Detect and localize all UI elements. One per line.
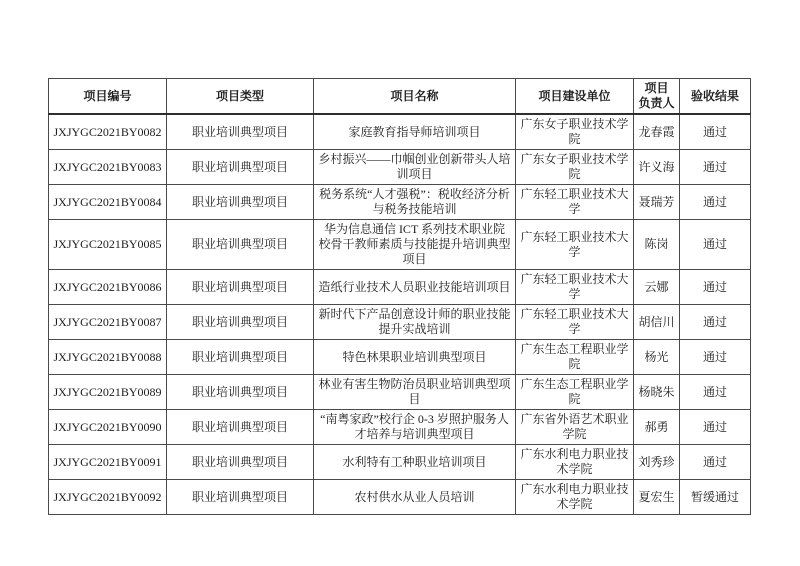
cell-type: 职业培训典型项目 xyxy=(167,445,314,480)
cell-result: 通过 xyxy=(680,114,751,150)
cell-org: 广东水利电力职业技术学院 xyxy=(516,480,634,515)
column-header-org: 项目建设单位 xyxy=(516,79,634,115)
table-body xyxy=(49,114,751,515)
cell-id: JXJYGC2021BY0091 xyxy=(49,445,167,480)
cell-leader: 聂瑞芳 xyxy=(634,185,680,220)
cell-type: 职业培训典型项目 xyxy=(167,480,314,515)
cell-id: JXJYGC2021BY0087 xyxy=(49,305,167,340)
cell-org: 广东轻工职业技术大学 xyxy=(516,305,634,340)
cell-id: JXJYGC2021BY0082 xyxy=(49,114,167,150)
cell-type: 职业培训典型项目 xyxy=(167,375,314,410)
table-row xyxy=(49,305,751,340)
cell-result: 通过 xyxy=(680,270,751,305)
cell-id: JXJYGC2021BY0089 xyxy=(49,375,167,410)
column-header-leader: 项目 负责人 xyxy=(634,79,680,115)
cell-leader: 龙春霞 xyxy=(634,114,680,150)
cell-leader: 杨晓朱 xyxy=(634,375,680,410)
table-row xyxy=(49,185,751,220)
table-row xyxy=(49,114,751,150)
cell-leader: 许义海 xyxy=(634,150,680,185)
cell-org: 广东轻工职业技术大学 xyxy=(516,220,634,270)
cell-org: 广东女子职业技术学院 xyxy=(516,114,634,150)
cell-name: 家庭教育指导师培训项目 xyxy=(314,114,516,150)
cell-id: JXJYGC2021BY0085 xyxy=(49,220,167,270)
cell-type: 职业培训典型项目 xyxy=(167,185,314,220)
table-row xyxy=(49,340,751,375)
cell-name: 新时代下产品创意设计师的职业技能提升实战培训 xyxy=(314,305,516,340)
cell-org: 广东轻工职业技术大学 xyxy=(516,270,634,305)
table-row xyxy=(49,270,751,305)
cell-result: 通过 xyxy=(680,375,751,410)
cell-type: 职业培训典型项目 xyxy=(167,410,314,445)
cell-type: 职业培训典型项目 xyxy=(167,150,314,185)
table-row xyxy=(49,375,751,410)
cell-id: JXJYGC2021BY0084 xyxy=(49,185,167,220)
cell-name: 乡村振兴——巾帼创业创新带头人培训项目 xyxy=(314,150,516,185)
cell-id: JXJYGC2021BY0090 xyxy=(49,410,167,445)
table-header xyxy=(49,79,751,115)
cell-result: 通过 xyxy=(680,410,751,445)
cell-name: 特色林果职业培训典型项目 xyxy=(314,340,516,375)
cell-org: 广东生态工程职业学院 xyxy=(516,375,634,410)
cell-result: 通过 xyxy=(680,445,751,480)
cell-type: 职业培训典型项目 xyxy=(167,270,314,305)
cell-org: 广东水利电力职业技术学院 xyxy=(516,445,634,480)
cell-result: 通过 xyxy=(680,305,751,340)
cell-org: 广东女子职业技术学院 xyxy=(516,150,634,185)
cell-result: 通过 xyxy=(680,150,751,185)
cell-result: 通过 xyxy=(680,185,751,220)
cell-name: 农村供水从业人员培训 xyxy=(314,480,516,515)
cell-result: 通过 xyxy=(680,220,751,270)
table-row xyxy=(49,150,751,185)
cell-org: 广东轻工职业技术大学 xyxy=(516,185,634,220)
cell-name: 林业有害生物防治员职业培训典型项目 xyxy=(314,375,516,410)
cell-name: 造纸行业技术人员职业技能培训项目 xyxy=(314,270,516,305)
column-header-type: 项目类型 xyxy=(167,79,314,115)
cell-type: 职业培训典型项目 xyxy=(167,114,314,150)
cell-name: 华为信息通信 ICT 系列技术职业院校骨干教师素质与技能提升培训典型项目 xyxy=(314,220,516,270)
cell-result: 暂缓通过 xyxy=(680,480,751,515)
cell-org: 广东生态工程职业学院 xyxy=(516,340,634,375)
table-row xyxy=(49,445,751,480)
cell-id: JXJYGC2021BY0086 xyxy=(49,270,167,305)
cell-org: 广东省外语艺术职业学院 xyxy=(516,410,634,445)
project-acceptance-table xyxy=(48,78,751,515)
cell-leader: 刘秀珍 xyxy=(634,445,680,480)
cell-leader: 郝勇 xyxy=(634,410,680,445)
cell-id: JXJYGC2021BY0092 xyxy=(49,480,167,515)
cell-type: 职业培训典型项目 xyxy=(167,220,314,270)
cell-leader: 胡信川 xyxy=(634,305,680,340)
column-header-id: 项目编号 xyxy=(49,79,167,115)
table-row xyxy=(49,220,751,270)
cell-type: 职业培训典型项目 xyxy=(167,340,314,375)
cell-id: JXJYGC2021BY0088 xyxy=(49,340,167,375)
cell-leader: 云娜 xyxy=(634,270,680,305)
column-header-name: 项目名称 xyxy=(314,79,516,115)
cell-id: JXJYGC2021BY0083 xyxy=(49,150,167,185)
cell-type: 职业培训典型项目 xyxy=(167,305,314,340)
cell-name: 水利特有工种职业培训项目 xyxy=(314,445,516,480)
cell-result: 通过 xyxy=(680,340,751,375)
cell-name: 税务系统“人才强税”：税收经济分析与税务技能培训 xyxy=(314,185,516,220)
cell-leader: 夏宏生 xyxy=(634,480,680,515)
cell-leader: 陈岗 xyxy=(634,220,680,270)
header-row xyxy=(49,79,751,115)
column-header-result: 验收结果 xyxy=(680,79,751,115)
cell-name: “南粤家政”校行企 0-3 岁照护服务人才培养与培训典型项目 xyxy=(314,410,516,445)
table-row xyxy=(49,480,751,515)
table-row xyxy=(49,410,751,445)
cell-leader: 杨光 xyxy=(634,340,680,375)
